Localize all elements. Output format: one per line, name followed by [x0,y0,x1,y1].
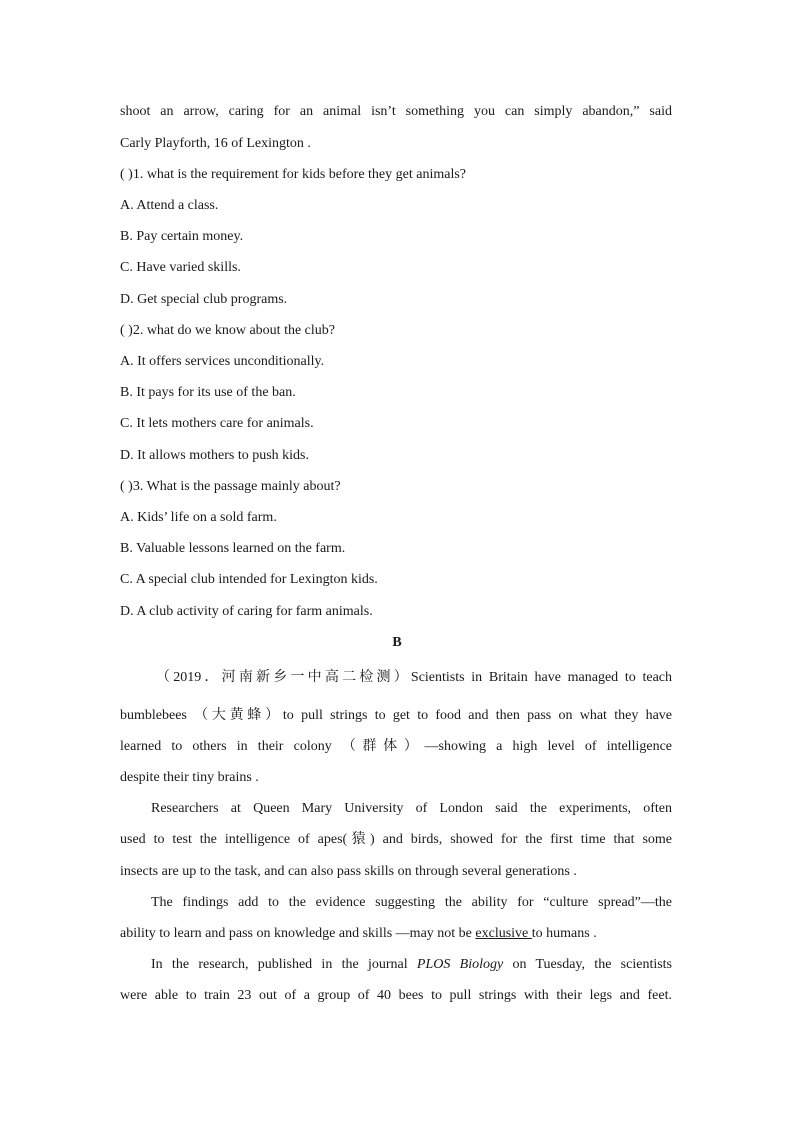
question-1-option-b: B. Pay certain money. [120,229,244,244]
underlined-word-exclusive: exclusive [475,926,532,941]
section-b-p3-line-2 [120,925,597,943]
question-1-option-d: D. Get special club programs. [120,292,288,307]
passage-a-line-1: shoot an arrow, caring for an animal isn’t something you can simply abandon,” said [120,104,672,119]
question-1-stem: ( )1. what is the requirement for kids before they get animals? [120,167,466,182]
p3-line-2-start: ability to learn and pass on knowledge and skills —may not be [120,926,476,941]
question-2-stem: ( )2. what do we know about the club? [120,323,335,338]
section-b-p4-line-1 [151,956,672,974]
question-3-option-a: A. Kids’ life on a sold farm. [120,510,277,525]
question-3-option-b: B. Valuable lessons learned on the farm. [120,541,346,556]
question-3-option-d: D. A club activity of caring for farm animals. [120,604,373,619]
question-2-option-a: A. It offers services unconditionally. [120,354,325,369]
question-2-option-b: B. It pays for its use of the ban. [120,385,296,400]
section-b-p3-line-1: The findings add to the evidence suggesting the ability for “culture spread”—the [151,895,672,910]
section-b-p2-line-2: used to test the intelligence of apes(猿) and birds, showed for the first time that some [120,832,672,847]
question-1-option-a: A. Attend a class. [120,198,219,213]
section-b-p1-line-3: learned to others in their colony （群体）—showing a high level of intelligence [120,739,672,754]
section-b-p2-line-3: insects are up to the task, and can also pass skills on through several generations . [120,864,577,879]
question-2-option-d: D. It allows mothers to push kids. [120,448,309,463]
question-3-option-c: C. A special club intended for Lexington kids. [120,572,378,587]
section-b-p1-line-1: （2019．河南新乡一中高二检测）Scientists in Britain have managed to teach [156,670,672,685]
question-3-stem: ( )3. What is the passage mainly about? [120,479,341,494]
p4-line-1-end: on Tuesday, the scientists [503,957,673,972]
question-1-option-c: C. Have varied skills. [120,260,241,275]
section-b-heading: B [392,635,402,650]
section-b-p1-line-4: despite their tiny brains . [120,770,259,785]
section-b-p1-line-2: bumblebees （大黄蜂）to pull strings to get to food and then pass on what they have [120,708,672,723]
question-2-option-c: C. It lets mothers care for animals. [120,416,314,431]
journal-name: PLOS Biology [416,957,504,972]
section-b-p4-line-2: were able to train 23 out of a group of 40 bees to pull strings with their legs and feet. [120,988,672,1003]
passage-a-line-2: Carly Playforth, 16 of Lexington . [120,136,311,151]
p4-line-1-start: In the research, published in the journal [151,957,417,972]
section-b-p2-line-1: Researchers at Queen Mary University of London said the experiments, often [151,801,672,816]
p3-line-2-end: to humans . [531,926,597,941]
